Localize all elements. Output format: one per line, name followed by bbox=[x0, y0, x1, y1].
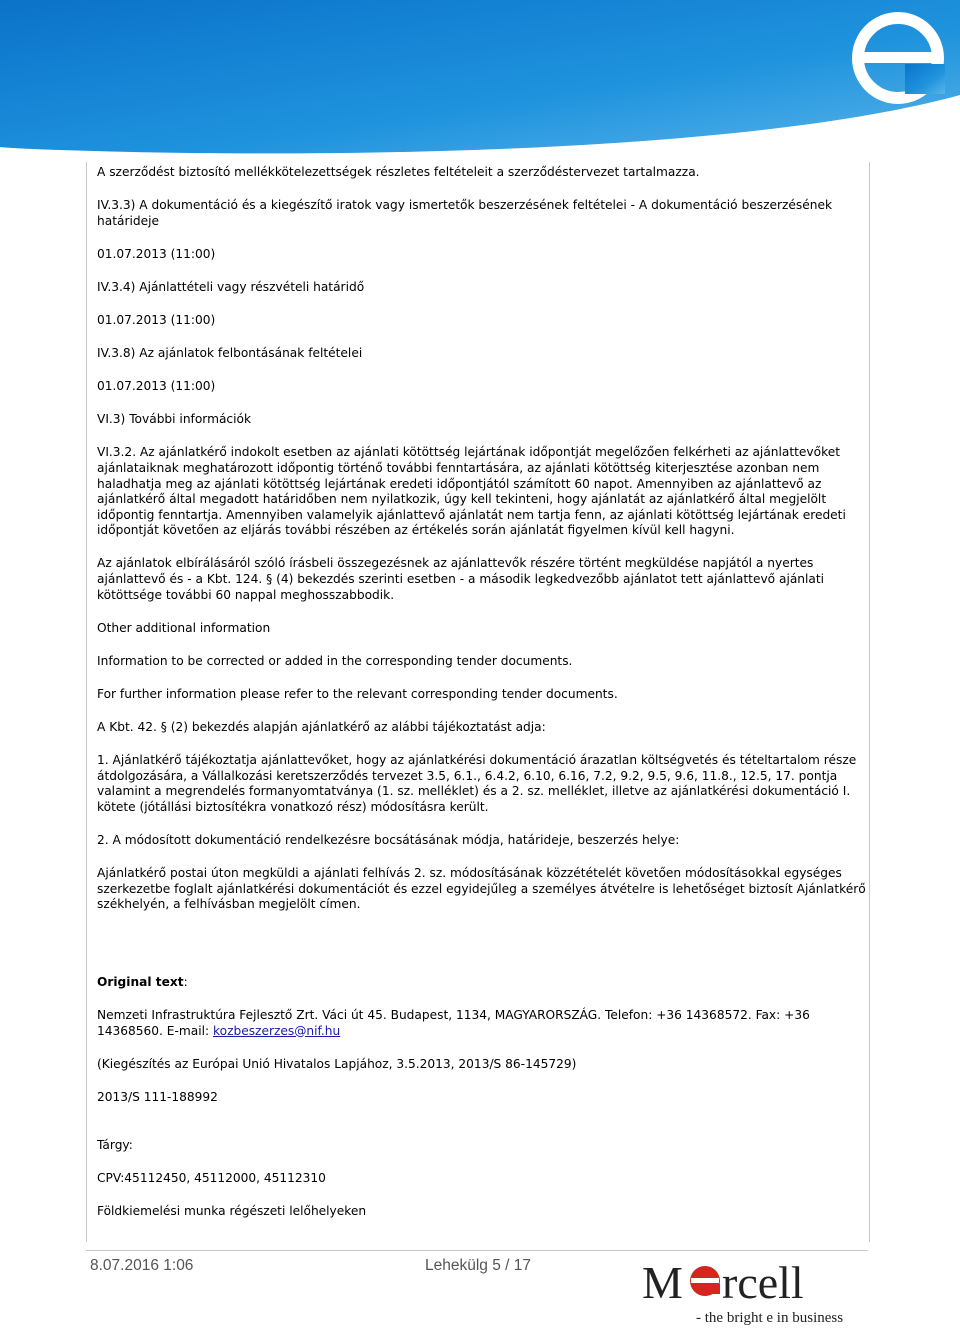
footer-divider bbox=[86, 1250, 868, 1251]
footer-page-number: Lehekülg 5 / 17 bbox=[425, 1257, 532, 1274]
top-banner bbox=[0, 0, 960, 162]
cpv-codes: CPV:45112450, 45112000, 45112310 bbox=[97, 1171, 326, 1186]
logo-tagline: - the bright e in business bbox=[696, 1310, 844, 1326]
section-heading: IV.3.8) Az ajánlatok felbontásának feltételei bbox=[97, 346, 363, 361]
svg-text:M: M bbox=[642, 1257, 683, 1308]
notice-reference: 2013/S 111-188992 bbox=[97, 1089, 218, 1104]
original-text-heading bbox=[97, 975, 867, 991]
section-heading: IV.3.4) Ajánlattételi vagy részvételi határidő bbox=[97, 279, 365, 294]
address-paragraph bbox=[97, 1008, 867, 1039]
subject-title: Földkiemelési munka régészeti lelőhelyeken bbox=[97, 1204, 367, 1219]
paragraph: Ajánlatkérő postai úton megküldi a ajánlati felhívás 2. sz. módosításának közzétételét követően módosításokkal egységes szerkezetbe foglalt ajánlatkérési dokumentációt és ezzel egyidejűleg a személyes átvételre is lehetőséget biztosít Ajánlatkérő székhelyén, a felhívásban megjelölt címen. bbox=[97, 866, 866, 912]
document-body bbox=[97, 165, 867, 1238]
email-link[interactable]: kozbeszerzes@nif.hu bbox=[212, 1023, 341, 1038]
date-value: 01.07.2013 (11:00) bbox=[97, 246, 216, 261]
svg-text:rcell: rcell bbox=[722, 1257, 804, 1308]
address-text: Nemzeti Infrastruktúra Fejlesztő Zrt. Váci út 45. Budapest, 1134, MAGYARORSZÁG. Telefon: +36 14368572. Fax: +36 14368560. E-mail: bbox=[97, 1007, 810, 1038]
paragraph: A szerződést biztosító mellékkötelezettségek részletes feltételeit a szerződéstervezet tartalmazza. bbox=[97, 165, 700, 179]
original-text-colon: : bbox=[183, 974, 188, 989]
date-value: 01.07.2013 (11:00) bbox=[97, 379, 216, 394]
paragraph: Information to be corrected or added in the corresponding tender documents. bbox=[97, 653, 573, 668]
paragraph: Other additional information bbox=[97, 620, 271, 635]
subject-label: Tárgy: bbox=[97, 1138, 133, 1153]
date-value: 01.07.2013 (11:00) bbox=[97, 312, 216, 327]
paragraph: A Kbt. 42. § (2) bekezdés alapján ajánlatkérő az alábbi tájékoztatást adja: bbox=[97, 719, 546, 734]
original-text-label: Original text bbox=[97, 974, 184, 989]
paragraph: 2. A módosított dokumentáció rendelkezésre bocsátásának módja, határideje, beszerzés helye: bbox=[97, 832, 680, 847]
paragraph: Az ajánlatok elbírálásáról szóló írásbeli összegezésnek az ajánlattevők részére történt megküldése napjától a nyertes ajánlattevő és - a Kbt. 124. § (4) bekezdés szerinti esetben - a második legkedvezőbb ajánlatot tett ajánlattevő ajánlati kötöttsége további 60 nappal meghosszabbodik. bbox=[97, 556, 825, 602]
paragraph: VI.3.2. Az ajánlatkérő indokolt esetben az ajánlati kötöttség lejártának időpontját megelőzően felkérheti az ajánlattevőket ajánlataiknak meghatározott időpontig történő további fenntartására, az ajánlati kötöttség kiterjesztése azonban nem haladhatja meg az ajánlati kötöttség lejártának eredeti időpontjától számított 60 napot. Amennyiben az ajánlattevő az ajánlatkérő által megadott határidőben nem nyilatkozik, úgy kell tekinteni, hogy ajánlatát az ajánlatkérő által megjelölt időpontig fenntartja. Amennyiben valamelyik ajánlattevő ajánlatát nem tartja fenn, az ajánlati kötöttség lejártának eredeti időpontját követően az eljárás további részében az értékelés során ajánlatát figyelmen kívül kell hagyni. bbox=[97, 445, 846, 538]
section-heading: IV.3.3) A dokumentáció és a kiegészítő iratok vagy ismertetők beszerzésének feltételei - A dokumentáció beszerzésének határideje bbox=[97, 198, 833, 228]
marcell-logo bbox=[640, 1254, 870, 1326]
logo-e-icon bbox=[690, 1266, 720, 1296]
section-heading: VI.3) További információk bbox=[97, 412, 252, 427]
paragraph: 1. Ajánlatkérő tájékoztatja ajánlattevőket, hogy az ajánlatkérési dokumentáció árazatlan költségvetés és tételtartalom része átdolgozására, a Vállalkozási keretszerződés tervezet 3.5, 6.1., 6.4.2, 6.10, 6.16, 7.2, 9.2, 9.5, 9.6, 11.8., 12.5, 17. pontja valamint a megrendelés formanyomtatványa (1. sz. melléklet) és a 2. sz. melléklet, illetve az ajánlatkérési dokumentáció I. kötete (jótállási biztosítékra vonatkozó rész) módosításra került. bbox=[97, 753, 857, 814]
footer-date: 8.07.2016 1:06 bbox=[90, 1257, 194, 1274]
paragraph: For further information please refer to the relevant corresponding tender documents. bbox=[97, 686, 618, 701]
supplement-reference: (Kiegészítés az Európai Unió Hivatalos Lapjához, 3.5.2013, 2013/S 86-145729) bbox=[97, 1056, 577, 1071]
